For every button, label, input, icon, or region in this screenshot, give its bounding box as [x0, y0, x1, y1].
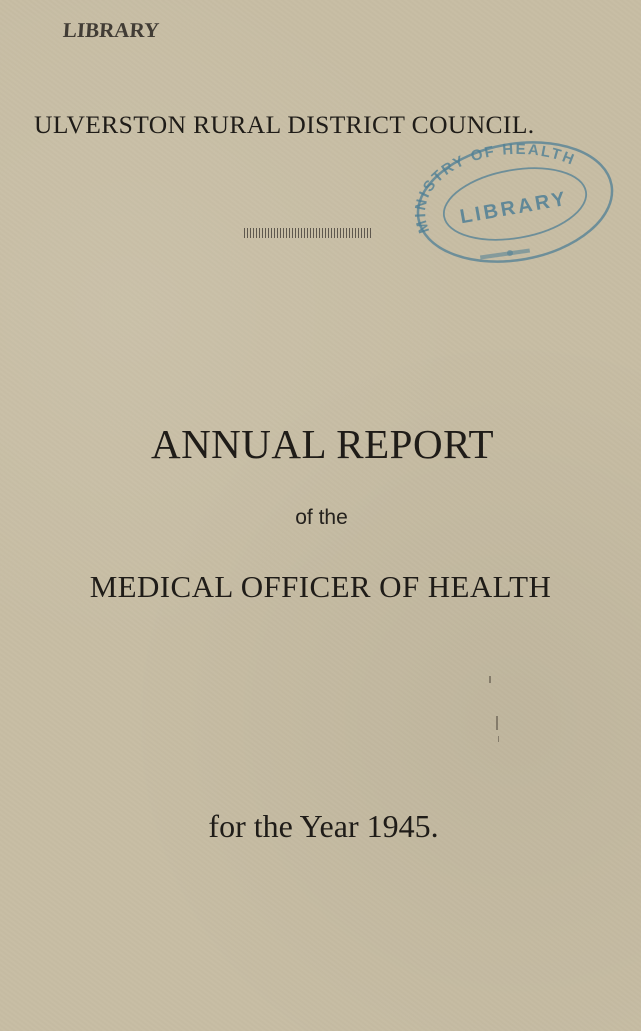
council-name: ULVERSTON RURAL DISTRICT COUNCIL.: [34, 110, 535, 139]
paper-speck: [489, 676, 491, 683]
report-year: for the Year 1945.: [208, 808, 439, 844]
paper-speck: [496, 716, 498, 730]
report-title: ANNUAL REPORT: [150, 421, 495, 467]
decorative-rule: [244, 228, 372, 238]
library-stamp-text: LIBRARY: [62, 18, 160, 42]
stamp-ring-text: MINISTRY OF HEALTH: [412, 140, 578, 236]
paper-speck: [498, 736, 499, 742]
ministry-library-stamp: [410, 136, 620, 268]
stamp-center-text: LIBRARY: [458, 187, 570, 229]
report-subtitle: MEDICAL OFFICER OF HEALTH: [89, 569, 552, 604]
title-connector: of the: [295, 506, 348, 529]
